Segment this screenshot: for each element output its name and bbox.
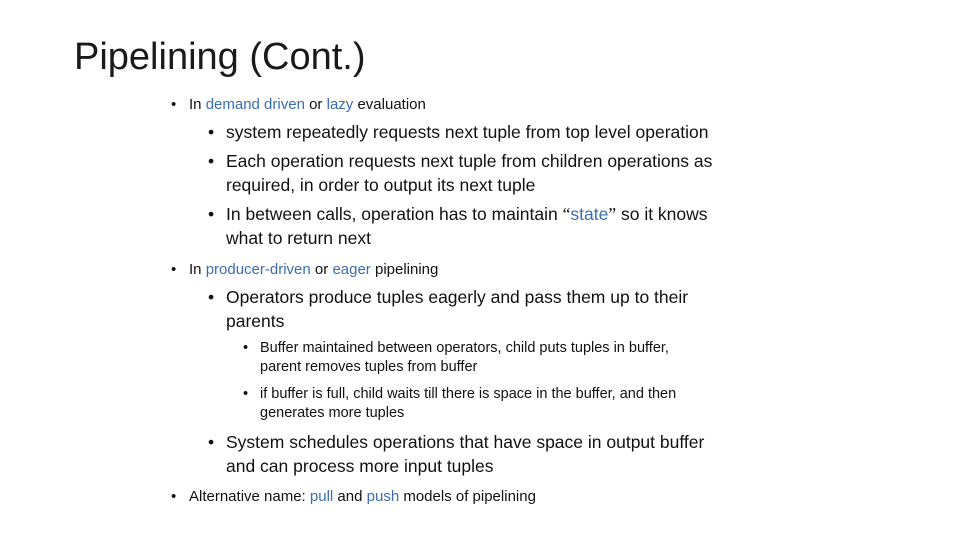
text: Alternative name: <box>189 488 310 505</box>
bullet-system-schedules-line1: System schedules operations that have space in output buffer <box>226 432 705 452</box>
keyword-state: state <box>570 204 609 224</box>
quote-close: ” <box>608 204 617 224</box>
bullet-in-between-calls-line2: what to return next <box>226 228 371 248</box>
text: In <box>189 96 206 113</box>
bullet-dot: • <box>208 287 215 307</box>
text: or <box>304 96 327 113</box>
bullet-producer-driven <box>189 260 438 280</box>
bullet-dot: • <box>208 432 215 452</box>
bullet-each-operation-line1: Each operation requests next tuple from children operations as <box>226 151 713 171</box>
keyword-push: push <box>366 488 400 505</box>
bullet-dot: • <box>243 340 249 356</box>
bullet-buffer-full-line2: generates more tuples <box>260 405 405 421</box>
keyword-demand-driven: demand driven <box>205 96 305 113</box>
text: In between calls, operation has to maintain <box>226 204 563 224</box>
bullet-each-operation-line2: required, in order to output its next tuple <box>226 175 536 195</box>
bullet-dot: • <box>171 488 177 505</box>
bullet-dot: • <box>208 151 215 171</box>
text: evaluation <box>353 96 426 113</box>
quote-open: “ <box>562 204 571 224</box>
text: models of pipelining <box>399 488 536 505</box>
bullet-buffer-maintained-line1: Buffer maintained between operators, child puts tuples in buffer, <box>260 340 669 356</box>
bullet-dot: • <box>171 261 177 278</box>
keyword-eager: eager <box>332 261 371 278</box>
keyword-lazy: lazy <box>326 96 354 113</box>
text: In <box>189 261 206 278</box>
bullet-buffer-full-line1: if buffer is full, child waits till there is space in the buffer, and then <box>260 386 677 402</box>
bullet-operators-produce-line1: Operators produce tuples eagerly and pass them up to their <box>226 287 689 307</box>
bullet-dot: • <box>171 96 177 113</box>
keyword-pull: pull <box>309 488 334 505</box>
bullet-buffer-maintained-line2: parent removes tuples from buffer <box>260 359 478 375</box>
bullet-in-between-calls <box>226 202 708 226</box>
bullet-alternative-name <box>189 487 536 507</box>
slide-title: Pipelining (Cont.) <box>74 36 366 78</box>
bullet-demand-driven <box>189 95 426 115</box>
bullet-dot: • <box>208 204 215 224</box>
bullet-dot: • <box>243 386 249 402</box>
bullet-operators-produce-line2: parents <box>226 311 285 331</box>
bullet-system-schedules-line2: and can process more input tuples <box>226 456 494 476</box>
text: so it knows <box>616 204 708 224</box>
bullet-dot: • <box>208 122 215 142</box>
text: or <box>310 261 333 278</box>
bullet-system-requests: system repeatedly requests next tuple from top level operation <box>226 122 709 142</box>
keyword-producer-driven: producer-driven <box>205 261 311 278</box>
text: and <box>333 488 367 505</box>
text: pipelining <box>370 261 439 278</box>
